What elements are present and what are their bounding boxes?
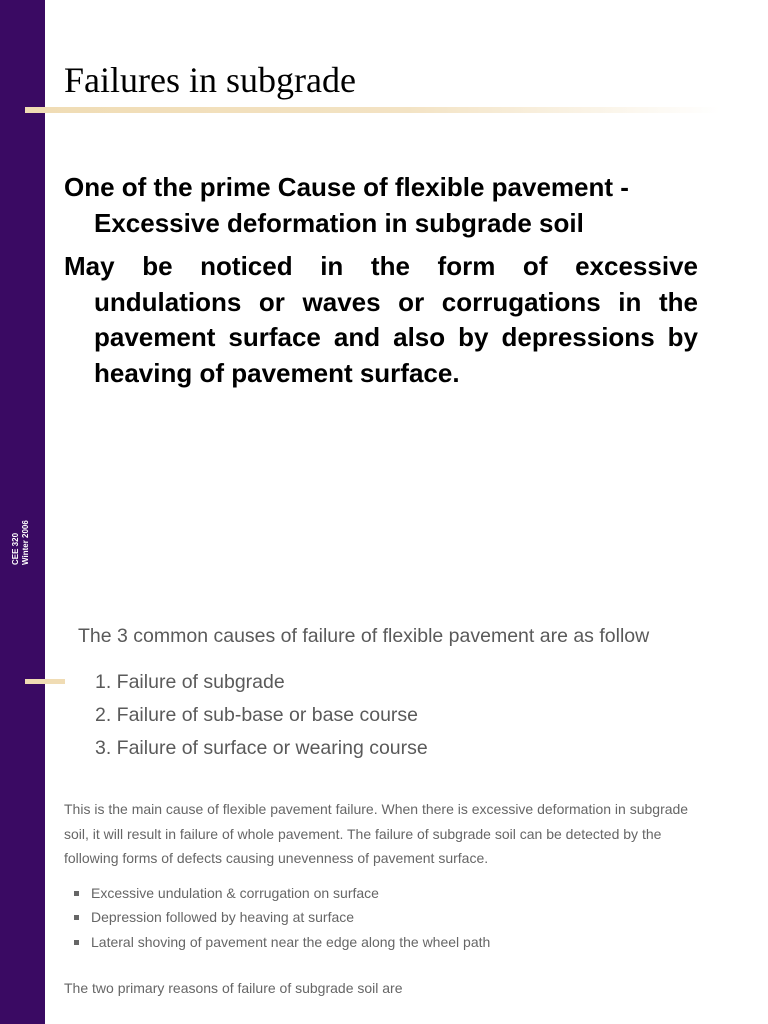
defect-item	[74, 881, 704, 906]
article-excerpt	[64, 620, 704, 1001]
causes-heading: The 3 common causes of failure of flexible pavement are as follow	[78, 625, 650, 647]
defect-item	[74, 930, 704, 955]
course-term: Winter 2006	[21, 520, 30, 565]
bullet-prime-cause: One of the prime Cause of flexible pavement - Excessive deformation in subgrade soil	[64, 172, 629, 238]
cause-item: 3. Failure of surface or wearing course	[95, 737, 428, 759]
course-code: CEE 320	[11, 532, 20, 565]
defect-item	[74, 905, 704, 930]
title-underline	[25, 107, 720, 113]
course-label	[11, 520, 31, 565]
slide-body	[64, 170, 698, 399]
explanation-paragraph: This is the main cause of flexible pavement failure. When there is excessive deformation in subgrade soil, it will result in failure of whole pavement. The failure of subgrade soil can be detected by the following forms of defects causing unevenness of pavement surface.	[64, 801, 689, 866]
square-bullet-icon	[74, 915, 79, 920]
cause-item: 1. Failure of subgrade	[95, 671, 285, 693]
defects-list	[64, 881, 704, 955]
defect-text: Depression followed by heaving at surface	[91, 909, 355, 925]
sidebar-band	[0, 0, 45, 1024]
causes-list	[64, 666, 704, 765]
side-accent-bar	[25, 679, 65, 684]
slide-title: Failures in subgrade	[64, 60, 356, 100]
square-bullet-icon	[74, 940, 79, 945]
bullet-noticed: May be noticed in the form of excessive undulations or waves or corrugations in the pavement surface and also by depressions by heaving of pavement surface.	[64, 251, 698, 388]
closing-line: The two primary reasons of failure of subgrade soil are	[64, 980, 403, 996]
cause-item: 2. Failure of sub-base or base course	[95, 704, 419, 726]
square-bullet-icon	[74, 891, 79, 896]
defect-text: Lateral shoving of pavement near the edge along the wheel path	[91, 933, 491, 950]
defect-text: Excessive undulation & corrugation on surface	[91, 884, 379, 901]
